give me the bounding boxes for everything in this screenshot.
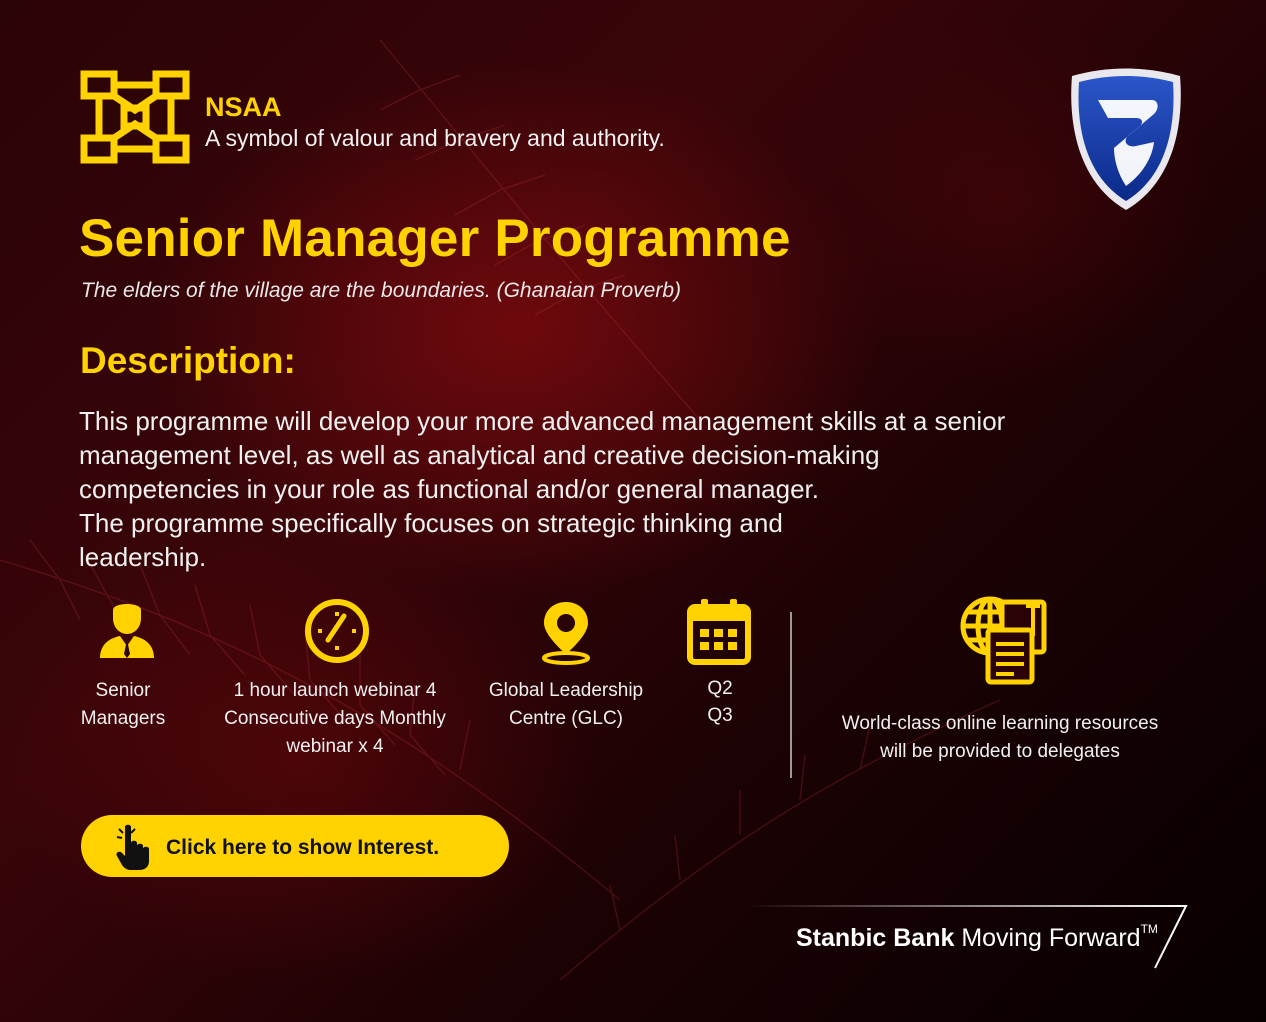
description-line: The programme specifically focuses on strategic thinking and	[79, 508, 783, 538]
nsaa-symbol-icon	[80, 70, 190, 164]
globe-documents-icon	[958, 596, 1048, 686]
pointing-hand-icon	[115, 823, 157, 871]
show-interest-label[interactable]: Click here to show Interest.	[166, 836, 440, 859]
duration-label: 1 hour launch webinar 4 Consecutive days Monthly webinar x 4	[224, 680, 446, 757]
resources-label: World-class online learning resources will be provided to delegates	[841, 713, 1159, 762]
show-interest-button[interactable]	[81, 815, 509, 877]
symbol-name: NSAA	[205, 92, 282, 122]
brand-slogan: Moving Forward	[961, 924, 1141, 952]
description-body	[79, 404, 1139, 574]
divider	[790, 612, 792, 778]
description-line: leadership.	[79, 542, 207, 572]
proverb-subtitle: The elders of the village are the boundaries. (Ghanaian Proverb)	[81, 279, 682, 302]
location-label: Global Leadership Centre (GLC)	[488, 680, 644, 729]
schedule-label: Q2 Q3	[707, 678, 733, 726]
location-pin-icon	[538, 598, 594, 666]
symbol-description: A symbol of valour and bravery and authority.	[205, 125, 665, 151]
description-heading: Description:	[80, 340, 296, 381]
calendar-icon	[687, 597, 751, 665]
page-title: Senior Manager Programme	[79, 209, 791, 268]
footer-tagline	[796, 924, 1158, 953]
brand-name: Stanbic Bank	[796, 924, 955, 952]
description-line: management level, as well as analytical and creative decision-making	[79, 440, 880, 470]
audience-label: Senior Managers	[80, 680, 166, 729]
clock-icon	[304, 598, 370, 664]
stanbic-shield-logo-icon	[1062, 64, 1190, 214]
description-line: This programme will develop your more advanced management skills at a senior	[79, 406, 1006, 436]
person-icon	[96, 598, 158, 660]
trademark: TM	[1140, 922, 1158, 936]
description-line: competencies in your role as functional and/or general manager.	[79, 474, 819, 504]
